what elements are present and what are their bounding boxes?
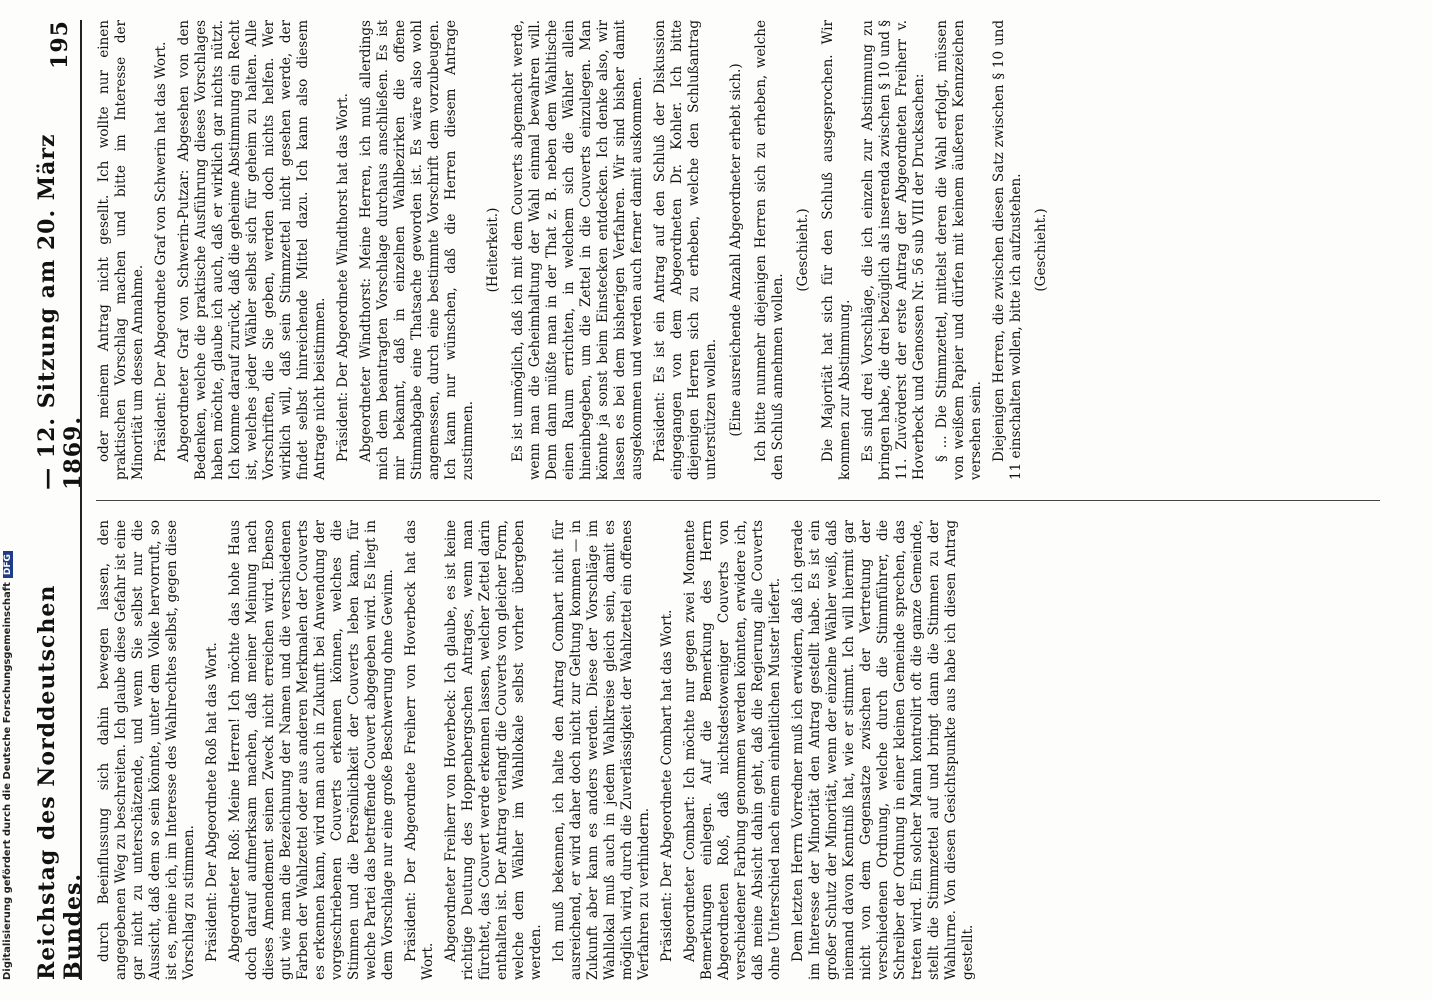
paragraph: Präsident: Der Abgeordnete Freiherr von Hoverbeck hat das Wort. — [403, 520, 436, 980]
paragraph: Diejenigen Herren, die zwischen diesen Satz zwischen § 10 und 11 einschalten wollen, bitte ich aufzustehen. — [991, 20, 1024, 480]
paragraph: Es sind drei Vorschläge, die ich einzeln zur Abstimmung zu bringen habe, die drei bezüglich als inserenda zwischen § 10 und § 11. Zuvörderst der erste Antrag der Abgeordneten Freiherr v. Hoverbeck und Genossen Nr. 56 sub VIII der Drucksachen: — [860, 20, 927, 480]
paragraph: Präsident: Der Abgeordnete Roß hat das Wort. — [204, 642, 220, 962]
header-title: Reichstag des Norddeutschen Bundes. — [34, 584, 86, 980]
paragraph: Abgeordneter Combart: Ich möchte nur gegen zwei Momente Bemerkungen einlegen. Auf die Bemerkung des Herrn Abgeordneten Roß, daß nichtsdestoweniger Couverts von verschiedener Farbung genommen werden könnten, erwidere ich, daß meine Absicht dahin geht, daß die Regierung alle Couverts ohne Unterschied nach einem einheitlichen Muster liefert. — [682, 520, 783, 980]
paragraph: oder meinem Antrag nicht gesellt. Ich wollte nur einen praktischen Vorschlag machen und bitte im Interesse der Minorität um dessen Annahme. — [96, 20, 146, 480]
funding-notice — [2, 0, 13, 980]
left-column — [96, 520, 1400, 980]
paragraph: durch Beeinflussung sich dahin bewegen lassen, den angegebenen Weg zu beschreiten. Ich glaube diese Gefahr ist eine gar nicht zu unterschätzende, und wenn Sie selbst nur die Aussicht, daß dem so sein könnte, unter dem Volke hervorruft, so ist es, meine ich, im Interesse des Wahlrechtes selbst, gegen diese Vorschlag zu stimmen. — [96, 520, 197, 980]
dfg-logo: DFG — [3, 551, 13, 578]
column-divider — [96, 500, 1380, 501]
paragraph: Abgeordneter Roß: Meine Herren! Ich möchte das hohe Haus doch darauf aufmerksam machen, daß meiner Meinung nach dieses Amendement seinen Zweck nicht erreichen wird. Ebenso gut wie man die Bezeichnung der Namen und die verschiedenen Farben der Wahlzettel oder aus anderen Merkmalen der Couverts es erkennen kann, wird man auch in Zukunft bei Anwendung der vorgeschriebenen Couverts erkennen können, welches die Stimmen und die Persönlichkeit der Couverts leben kann, für welche Partei das betreffende Couvert abgegeben wird. Es liegt in dem Vorschlage nur eine große Beschwerung ohne Gewinn. — [227, 520, 396, 980]
header-session: — 12. Sitzung am 20. März 1869. — [34, 133, 86, 490]
paragraph: (Heiterkeit.) — [485, 207, 501, 293]
paragraph: Ich muß bekennen, ich halte den Antrag Combart nicht für ausreichend, er wird daher doch nicht zur Geltung kommen — in Zukunft aber kann es anders werden. Diese der Vorschläge im Wahllokal muß auch in jedem Wahlkreise gleich sein, damit es möglich wird, durch die Zuverlässigkeit der Wahlzettel ein offenes Verfahren zu verhindern. — [551, 520, 652, 980]
paragraph: Dem letzten Herrn Vorredner muß ich erwidern, daß ich gerade im Interesse der Minorität den Antrag gestellt habe. Es ist ein großer Schutz der Minorität, wenn der einzelne Wähler weiß, daß niemand davon Kenntniß hat, wie er stimmt. Ich will hiermit gar nicht von dem Gegensatze zwischen der Vertretung der verschiedenen Ordnung, welche durch die Stimmführer, die Schreiber der Ordnung in einer kleinen Gemeinde sprechen, das treten wird. Ein solcher Mann kontrolirt oft die ganze Gemeinde, stellt die Stimmzettel auf und bringt dann die Stimmen zu der Wahlurne. Von diesen Gesichtspunkte aus habe ich diesen Antrag gestellt. — [790, 520, 976, 980]
paragraph: (Geschieht.) — [795, 208, 811, 292]
paragraph: Präsident: Es ist ein Antrag auf den Schluß der Diskussion eingegangen von dem Abgeordneten Dr. Kohler. Ich bitte diejenigen Herren sich zu erheben, welche den Schlußantrag unterstützen wollen. — [652, 20, 719, 480]
page-number: 195 — [47, 20, 73, 69]
page-header — [34, 20, 86, 980]
paragraph: Abgeordneter Graf von Schwerin-Putzar: Abgesehen von den Bedenken, welche die praktische Ausführung dieses Vorschlages haben möchte, glaube ich auch, daß er wirklich gar nichts nützt. Ich komme darauf zurück, daß die geheime Abstimmung ein Recht ist, welches jeder Wähler selbst sich für geheim zu halten. Alle Vorschriften, die Sie geben, werden doch nichts helfen. Wer wirklich will, daß sein Stimmzettel nicht gesehen werde, der findet selbst hinreichende Mittel dazu. Ich kann also diesem Antrage nicht beistimmen. — [176, 20, 328, 480]
paragraph: Ich bitte nunmehr diejenigen Herren sich zu erheben, welche den Schluß annehmen wollen. — [753, 20, 786, 480]
paragraph: (Eine ausreichende Anzahl Abgeordneter erhebt sich.) — [728, 63, 744, 437]
funding-text: Digitalisierung gefördert durch die Deutsche Forschungsgemeinschaft — [2, 582, 13, 980]
rotated-scan — [34, 0, 1400, 1000]
paragraph: Abgeordneter Windthorst: Meine Herren, ich muß allerdings mich dem beantragten Vorschlage durchaus anschließen. Es ist mir bekannt, daß in einzelnen Wahlbezirken die offene Stimmabgabe eine Thatsache geworden ist. Es wäre also wohl angemessen, durch eine bestimmte Vorschrift dem vorzubeugen. Ich kann nur wünschen, daß die Herren diesem Antrage zustimmen. — [358, 20, 476, 480]
paragraph: § ... Die Stimmzettel, mittelst deren die Wahl erfolgt, müssen von weißem Papier und dürfen mit keinem äußeren Kennzeichen versehen sein. — [934, 20, 984, 480]
paragraph: Präsident: Der Abgeordnete Windthorst hat das Wort. — [335, 93, 351, 462]
right-column — [96, 20, 1400, 480]
paragraph: Präsident: Der Abgeordnete Graf von Schwerin hat das Wort. — [153, 41, 169, 462]
paragraph: Präsident: Der Abgeordnete Combart hat das Wort. — [659, 609, 675, 962]
paragraph: (Geschieht.) — [1033, 208, 1049, 292]
paragraph: Es ist unmöglich, daß ich mit dem Couverts abgemacht werde, wenn man die Geheimhaltung der Wahl einmal bewahren will. Denn dann müßte man in der That z. B. neben dem Wahltische einen Raum errichten, in welchem sich die Wähler allein hineinbegeben, um die Zettel in die Couverts einzulegen. Man könnte ja sonst beim Einstecken entdecken. Ich denke also, wir lassen es bei dem bisherigen Verfahren. Wir sind bisher damit ausgekommen und werden auch ferner damit auskommen. — [510, 20, 645, 480]
footer-bar — [2, 20, 20, 980]
paragraph: Die Majorität hat sich für den Schluß ausgesprochen. Wir kommen zur Abstimmung. — [820, 20, 853, 480]
paragraph: Abgeordneter Freiherr von Hoverbeck: Ich glaube, es ist keine richtige Deutung des Hoppenbergschen Antrages, wenn man fürchtet, das Couvert werde erkennen lassen, welcher Zettel darin enthalten ist. Der Antrag verlangt die Couverts von gleicher Form, welche dem Wähler im Wahllokale selbst vorher übergeben werden. — [443, 520, 544, 980]
